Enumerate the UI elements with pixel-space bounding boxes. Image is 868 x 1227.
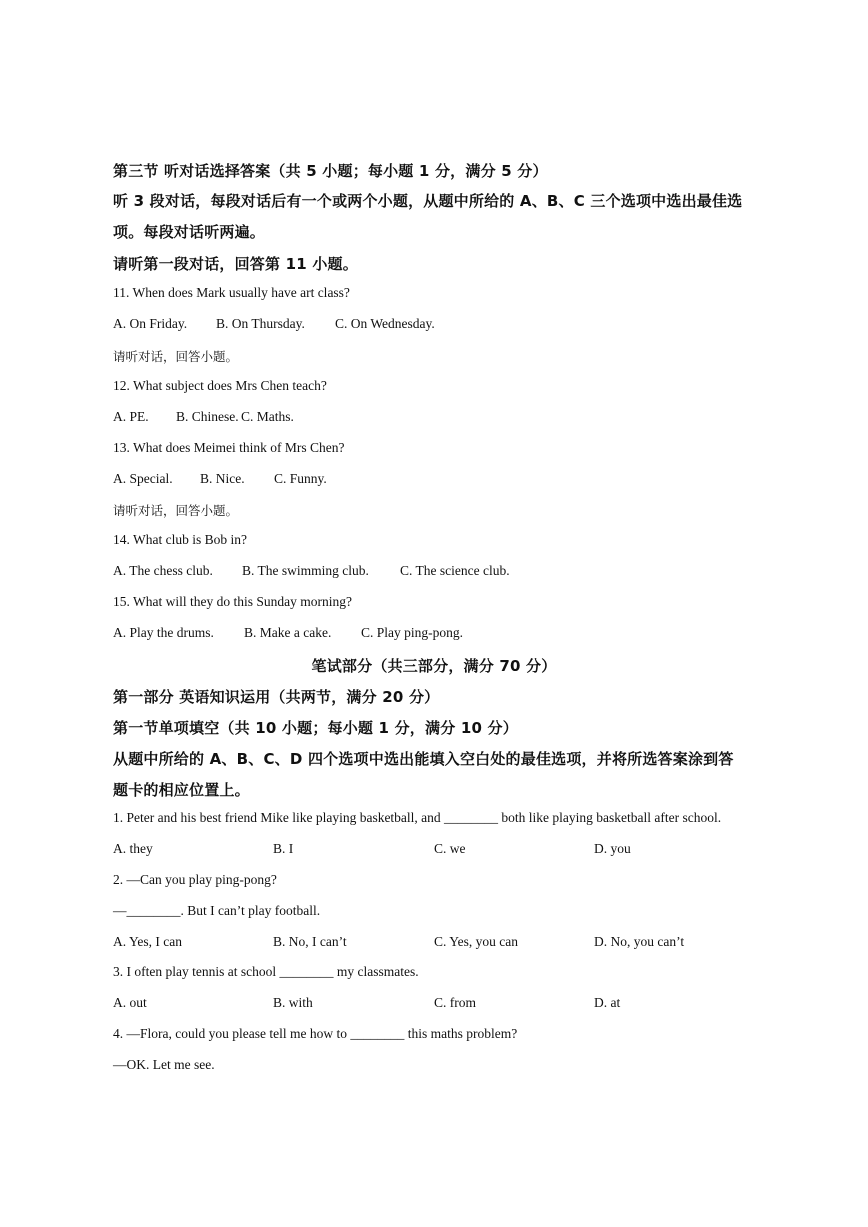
- question-14-options: [113, 563, 510, 579]
- dialogue1-prompt: 请听第一段对话，回答第 11 小题。: [113, 255, 358, 273]
- question-12-options: [113, 409, 294, 425]
- option-c: C. Maths.: [241, 409, 294, 424]
- question-15-options: [113, 625, 463, 641]
- question-4-line-1: 4. —Flora, could you please tell me how to ________ this maths problem?: [113, 1026, 518, 1041]
- option-c: C. The science club.: [400, 563, 510, 578]
- question-4-line-2: —OK. Let me see.: [113, 1057, 215, 1072]
- option-d: D. you: [594, 841, 631, 856]
- option-a: A. they: [113, 841, 153, 856]
- option-c: C. Funny.: [274, 471, 327, 486]
- instruction-line-1: 听 3 段对话，每段对话后有一个或两个小题，从题中所给的 A、B、C 三个选项中选出最佳选: [113, 192, 743, 210]
- option-b: B. Make a cake.: [244, 625, 332, 640]
- question-13: 13. What does Meimei think of Mrs Chen?: [113, 440, 345, 455]
- written-instruction-line-2: 题卡的相应位置上。: [113, 781, 250, 799]
- option-c: C. Yes, you can: [434, 934, 519, 949]
- option-b: B. The swimming club.: [242, 563, 369, 578]
- dialogue-prompt-b: 请听对话，回答小题。: [113, 503, 239, 518]
- option-b: B. with: [273, 995, 313, 1010]
- question-1: 1. Peter and his best friend Mike like playing basketball, and ________ both like playing basketball after school.: [113, 810, 722, 825]
- option-b: B. Nice.: [200, 471, 245, 486]
- option-d: D. No, you can’t: [594, 934, 685, 949]
- question-2-line-1: 2. —Can you play ping-pong?: [113, 872, 277, 887]
- option-c: C. On Wednesday.: [335, 316, 435, 331]
- question-11-options: [113, 316, 435, 332]
- written-part-title: 笔试部分（共三部分，满分 70 分）: [311, 657, 557, 675]
- option-a: A. The chess club.: [113, 563, 213, 578]
- option-a: A. out: [113, 995, 147, 1010]
- option-c: C. Play ping-pong.: [361, 625, 464, 640]
- option-b: B. Chinese.: [176, 409, 239, 424]
- section3-title: 第三节 听对话选择答案（共 5 小题；每小题 1 分，满分 5 分）: [113, 162, 548, 180]
- option-a: A. Yes, I can: [113, 934, 182, 949]
- part1-title: 第一部分 英语知识运用（共两节，满分 20 分）: [113, 688, 440, 706]
- section1-title: 第一节单项填空（共 10 小题；每小题 1 分，满分 10 分）: [113, 719, 518, 737]
- option-b: B. No, I can’t: [273, 934, 347, 949]
- option-c: C. we: [434, 841, 466, 856]
- question-2-line-2: —________. But I can’t play football.: [113, 903, 321, 918]
- option-a: A. On Friday.: [113, 316, 188, 331]
- option-a: A. Special.: [113, 471, 173, 486]
- option-a: A. Play the drums.: [113, 625, 214, 640]
- written-instruction-line-1: 从题中所给的 A、B、C、D 四个选项中选出能填入空白处的最佳选项，并将所选答案涂到答: [113, 750, 734, 768]
- option-b: B. On Thursday.: [216, 316, 305, 331]
- option-b: B. I: [273, 841, 294, 856]
- option-a: A. PE.: [113, 409, 149, 424]
- option-c: C. from: [434, 995, 476, 1010]
- dialogue-prompt-a: 请听对话，回答小题。: [113, 349, 239, 364]
- question-13-options: [113, 471, 327, 487]
- question-11: 11. When does Mark usually have art class?: [113, 285, 350, 300]
- question-14: 14. What club is Bob in?: [113, 532, 247, 547]
- question-3: 3. I often play tennis at school ________ my classmates.: [113, 964, 419, 979]
- instruction-line-2: 项。每段对话听两遍。: [113, 223, 266, 241]
- question-12: 12. What subject does Mrs Chen teach?: [113, 378, 327, 393]
- option-d: D. at: [594, 995, 621, 1010]
- question-15: 15. What will they do this Sunday morning?: [113, 594, 352, 609]
